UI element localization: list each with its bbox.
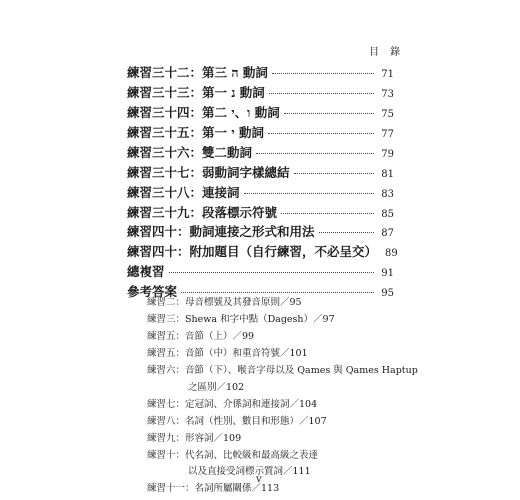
dot-leader xyxy=(181,292,374,293)
toc-row[interactable] xyxy=(127,163,394,181)
toc-page: 79 xyxy=(381,149,394,160)
toc-title: 練習四十：附加題目（自行練習，不必呈交） xyxy=(127,244,378,259)
answer-entry[interactable]: 練習八：名詞（性別、數目和形態）／107 xyxy=(147,416,327,427)
toc-title: 練習三十八：連接詞 xyxy=(127,185,240,200)
toc-page: 95 xyxy=(381,288,394,299)
toc-page: 81 xyxy=(381,169,394,180)
toc-row[interactable] xyxy=(127,203,394,221)
dot-leader xyxy=(319,232,374,233)
dot-leader xyxy=(169,272,374,273)
dot-leader xyxy=(256,153,374,154)
dot-leader xyxy=(272,73,374,74)
answer-entry-continuation: 以及直接受詞標示質詞／111 xyxy=(188,466,311,477)
toc-row[interactable] xyxy=(127,242,398,260)
page-number: v xyxy=(256,474,262,485)
dot-leader xyxy=(281,213,374,214)
toc-page: 85 xyxy=(381,209,394,220)
dot-leader xyxy=(284,113,374,114)
toc-page: 91 xyxy=(381,268,394,279)
running-header: 目 錄 xyxy=(369,47,405,58)
toc-page: 87 xyxy=(381,228,394,239)
dot-leader xyxy=(294,173,374,174)
toc-page: 83 xyxy=(381,189,394,200)
toc-title: 練習四十：動詞連接之形式和用法 xyxy=(127,224,315,239)
toc-row[interactable] xyxy=(127,143,394,161)
answer-entry[interactable]: 練習五：音節（上）／99 xyxy=(147,331,255,342)
toc-page: 77 xyxy=(381,129,394,140)
toc-page: 89 xyxy=(385,248,398,259)
toc-title: 練習三十四：第二 ו、י 動詞 xyxy=(127,105,280,120)
toc-title: 練習三十二：第三 ה 動詞 xyxy=(127,65,268,80)
toc-row[interactable] xyxy=(127,83,394,101)
toc-row[interactable] xyxy=(127,183,394,201)
answer-entry[interactable]: 練習二：母音標號及其發音原則／95 xyxy=(147,297,302,308)
toc-row[interactable] xyxy=(127,103,394,121)
answer-entry[interactable]: 練習七：定冠詞、介係詞和連接詞／104 xyxy=(147,399,318,410)
toc-page: 75 xyxy=(381,109,394,120)
toc-title: 練習三十六：雙二動詞 xyxy=(127,145,253,160)
answer-entry[interactable]: 練習十一：名詞所屬關係／113 xyxy=(147,483,280,494)
dot-leader xyxy=(268,133,374,134)
answer-entry-continuation: 之區別／102 xyxy=(188,382,245,393)
answer-entry[interactable]: 練習十：代名詞、比較級和最高級之表達 xyxy=(147,450,319,461)
toc-row[interactable] xyxy=(127,262,394,280)
toc-title: 練習三十三：第一 נ 動詞 xyxy=(127,85,265,100)
toc-title: 練習三十五：第一 י 動詞 xyxy=(127,125,264,140)
answer-entry[interactable]: 練習六：音節（下）、喉音字母以及 Qames 與 Qames Haptup xyxy=(147,365,418,376)
answer-entry[interactable]: 練習三：Shewa 和字中點（Dagesh）／97 xyxy=(147,314,335,325)
toc-row[interactable] xyxy=(127,123,394,141)
answer-entry[interactable]: 練習五：音節（中）和重音符號／101 xyxy=(147,348,308,359)
toc-title: 練習三十七：弱動詞字樣總結 xyxy=(127,165,290,180)
toc-title: 總複習 xyxy=(127,264,165,279)
dot-leader xyxy=(269,93,374,94)
toc-title: 參考答案 xyxy=(127,284,178,299)
toc-row[interactable] xyxy=(127,222,394,240)
toc-page: 71 xyxy=(381,69,394,80)
dot-leader xyxy=(244,193,374,194)
toc-row[interactable] xyxy=(127,63,394,81)
toc-title: 練習三十九：段落標示符號 xyxy=(127,205,278,220)
answer-entry[interactable]: 練習九：形容詞／109 xyxy=(147,433,242,444)
toc-page: 73 xyxy=(381,89,394,100)
